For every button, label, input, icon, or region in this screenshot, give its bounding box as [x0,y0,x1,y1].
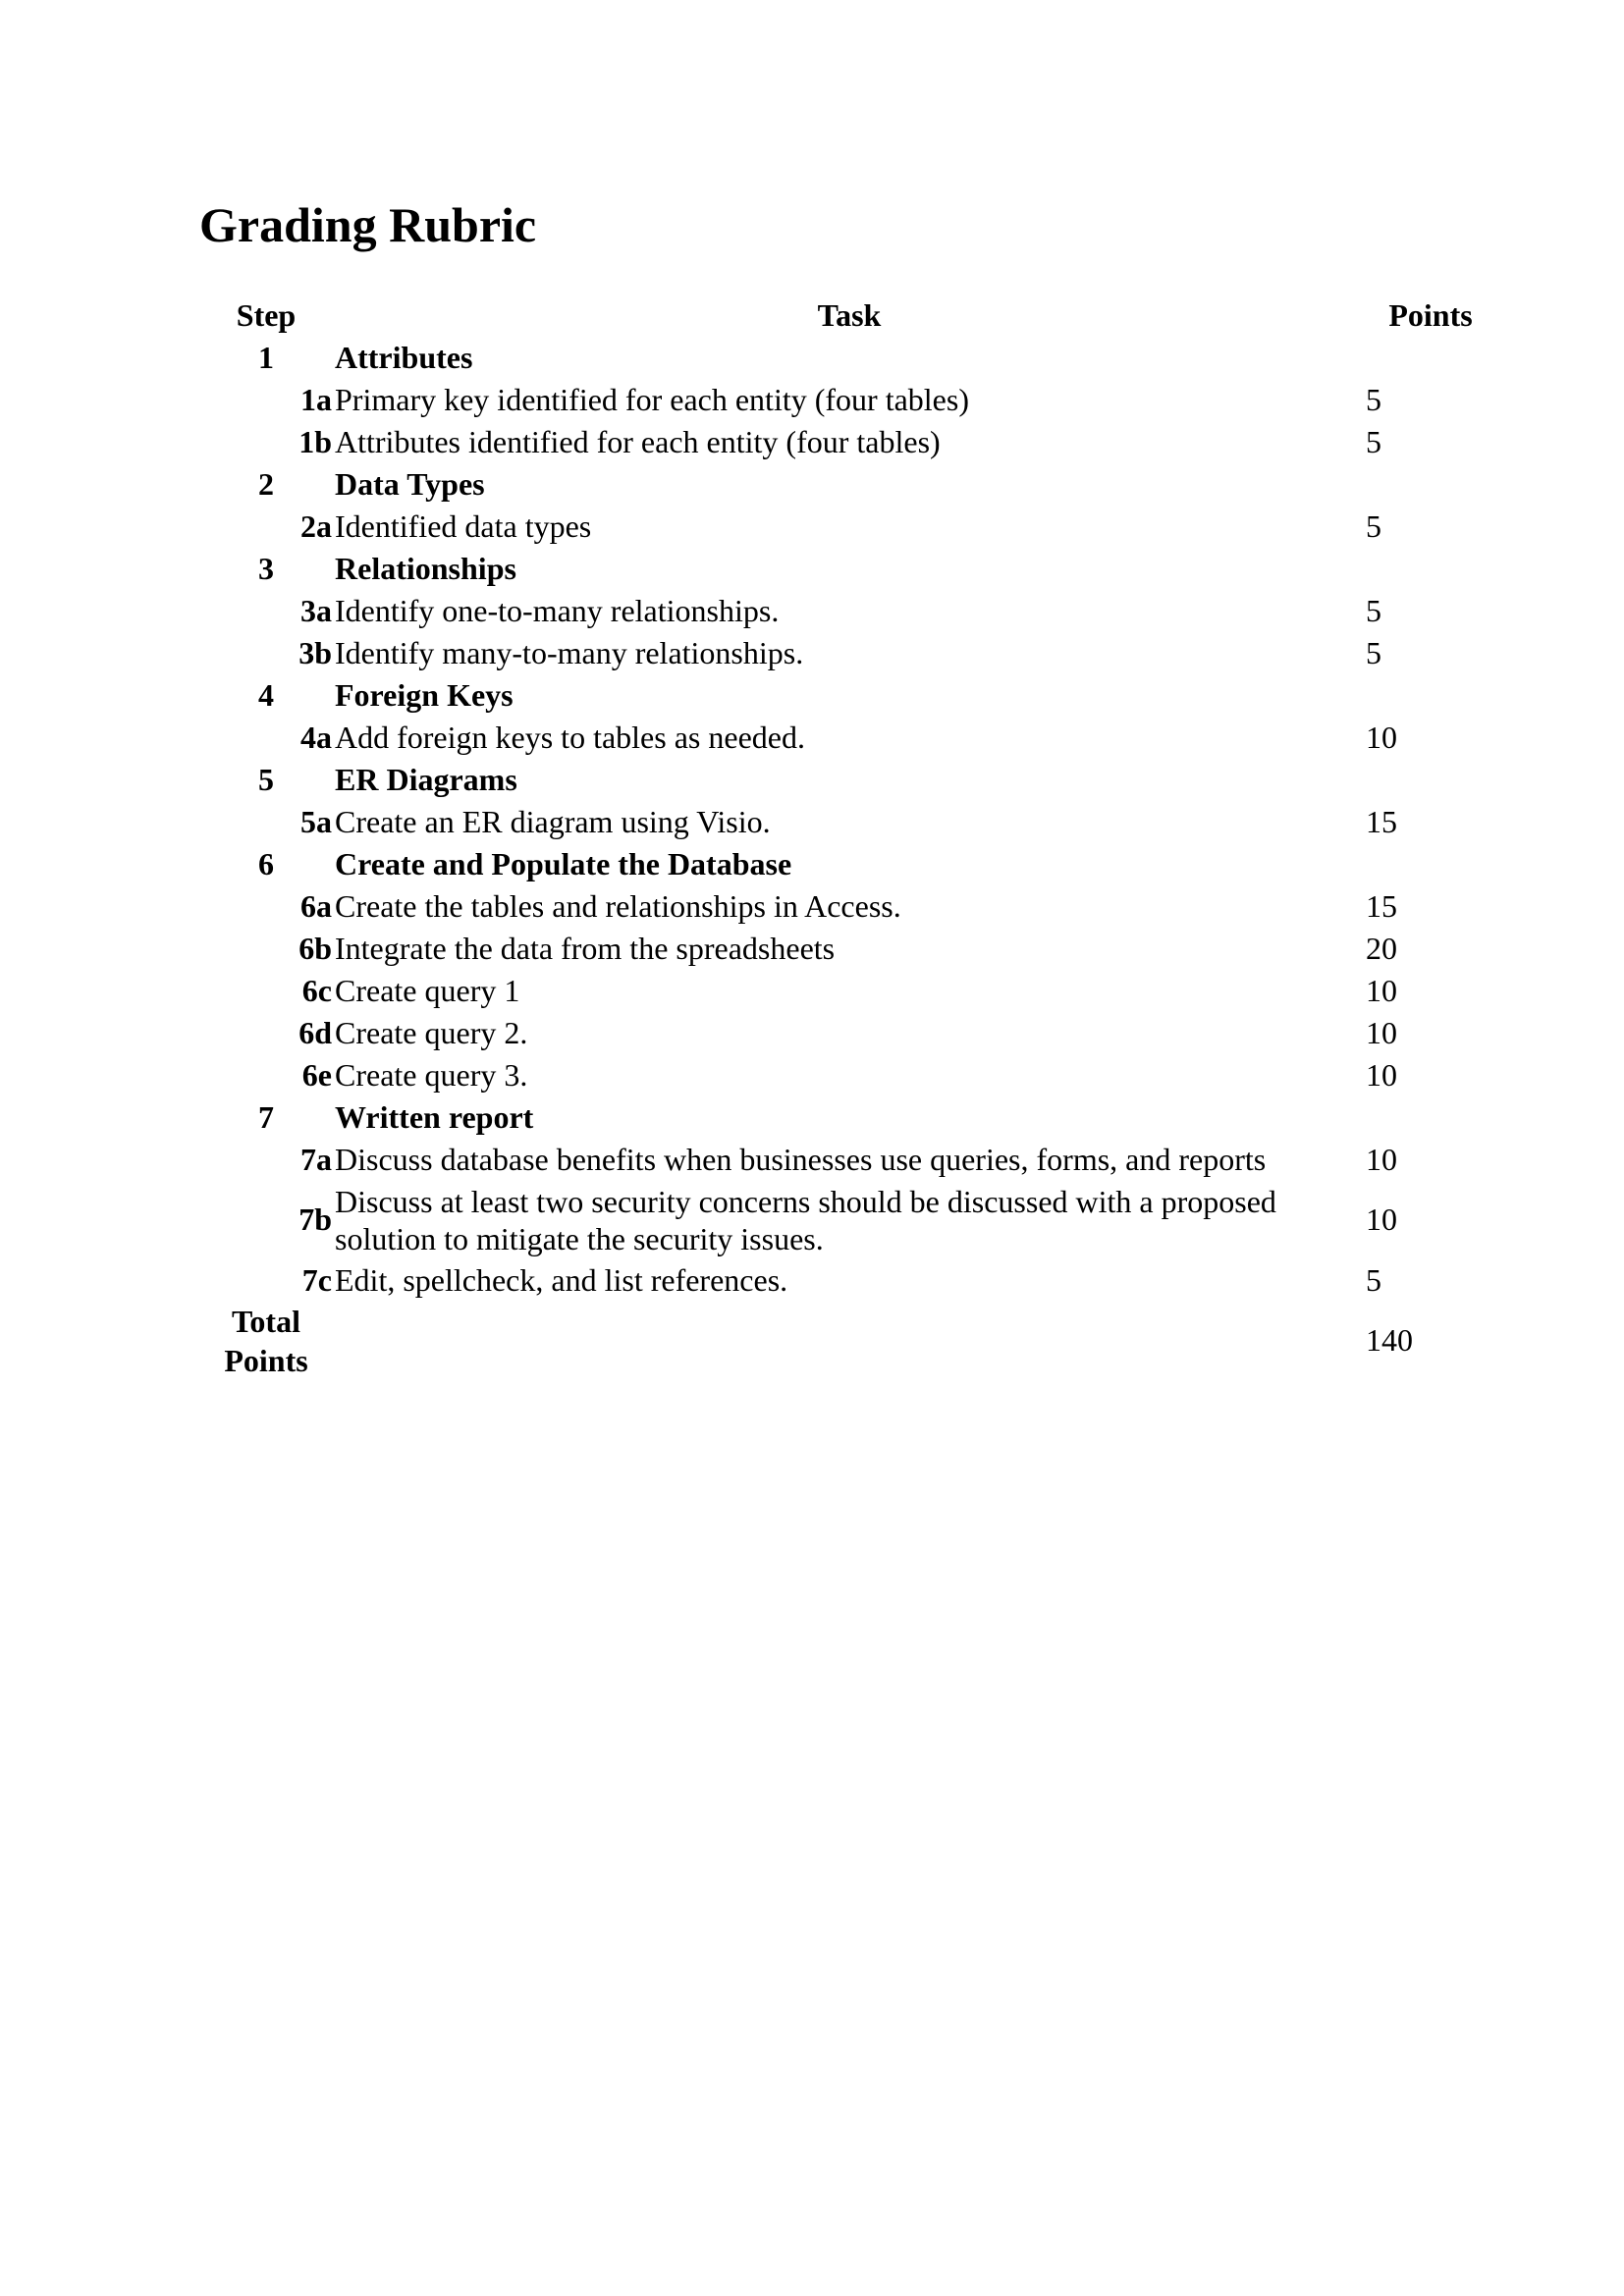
task-id: 3b [298,635,332,670]
task-points: 5 [1366,593,1381,628]
task-row [0,1259,1624,1302]
task-points: 10 [1366,1201,1397,1237]
task-id: 1a [300,382,332,417]
task-description: Create query 3. [335,1057,528,1093]
task-id: 6e [301,1057,332,1093]
step-number: 4 [258,677,274,713]
task-description: Create query 1 [335,973,520,1008]
task-row [0,632,1624,674]
task-row [0,421,1624,463]
page-title: Grading Rubric [199,197,537,252]
task-id: 7a [300,1142,332,1177]
section-row [0,463,1624,506]
task-points: 5 [1366,424,1381,459]
task-id: 1b [298,424,332,459]
task-row [0,1181,1624,1259]
task-row [0,801,1624,843]
task-description: Identify one-to-many relationships. [335,593,780,628]
task-description: Add foreign keys to tables as needed. [335,720,805,755]
task-id: 7b [298,1201,332,1237]
step-number: 6 [258,846,274,881]
task-row [0,1054,1624,1096]
task-description: Integrate the data from the spreadsheets [335,931,836,966]
task-description: Create query 2. [335,1015,528,1050]
task-points: 10 [1366,1142,1397,1177]
grading-rubric-table [0,294,1624,1384]
task-id: 6c [301,973,332,1008]
task-row [0,970,1624,1012]
section-title: Data Types [335,466,485,502]
task-points: 5 [1366,382,1381,417]
step-number: 1 [258,340,274,375]
task-points: 15 [1366,804,1397,839]
section-row [0,674,1624,717]
task-id: 5a [300,804,332,839]
step-number: 2 [258,466,274,502]
section-row [0,548,1624,590]
task-id: 6b [298,931,332,966]
task-id: 7c [301,1262,332,1298]
step-number: 3 [258,551,274,586]
task-description: Discuss database benefits when businesses use queries, forms, and reports [335,1142,1267,1177]
section-title: Create and Populate the Database [335,846,792,881]
header-task: Task [817,297,882,333]
section-row [0,759,1624,801]
task-row [0,928,1624,970]
task-points: 10 [1366,1015,1397,1050]
task-description: Primary key identified for each entity (four tables) [335,382,969,417]
total-row [0,1302,1624,1384]
task-id: 6a [300,888,332,924]
task-points: 15 [1366,888,1397,924]
task-row [0,717,1624,759]
section-row [0,337,1624,379]
task-id: 2a [300,508,332,544]
task-description: Create an ER diagram using Visio. [335,804,771,839]
task-points: 5 [1366,1262,1381,1298]
task-points: 5 [1366,635,1381,670]
section-title: Written report [335,1099,534,1135]
task-row [0,590,1624,632]
task-points: 5 [1366,508,1381,544]
task-id: 3a [300,593,332,628]
section-row [0,1096,1624,1139]
task-description: Discuss at least two security concerns should be discussed with a proposed solution to mitigate the security issues. [335,1184,1276,1256]
task-id: 6d [298,1015,332,1050]
section-title: Foreign Keys [335,677,514,713]
section-title: Attributes [335,340,473,375]
step-number: 5 [258,762,274,797]
task-id: 4a [300,720,332,755]
header-points: Points [1388,297,1473,333]
task-description: Edit, spellcheck, and list references. [335,1262,788,1298]
task-points: 10 [1366,1057,1397,1093]
total-label: Total Points [224,1304,308,1378]
task-row [0,379,1624,421]
task-points: 10 [1366,720,1397,755]
task-description: Identify many-to-many relationships. [335,635,804,670]
task-description: Create the tables and relationships in Access. [335,888,901,924]
task-row [0,506,1624,548]
task-description: Attributes identified for each entity (four tables) [335,424,941,459]
total-points: 140 [1366,1322,1413,1358]
task-points: 20 [1366,931,1397,966]
task-row [0,885,1624,928]
task-row [0,1012,1624,1054]
table-header [0,294,1624,337]
task-points: 10 [1366,973,1397,1008]
section-title: ER Diagrams [335,762,517,797]
task-description: Identified data types [335,508,592,544]
task-row [0,1139,1624,1181]
header-step: Step [236,297,297,333]
step-number: 7 [258,1099,274,1135]
section-title: Relationships [335,551,516,586]
section-row [0,843,1624,885]
